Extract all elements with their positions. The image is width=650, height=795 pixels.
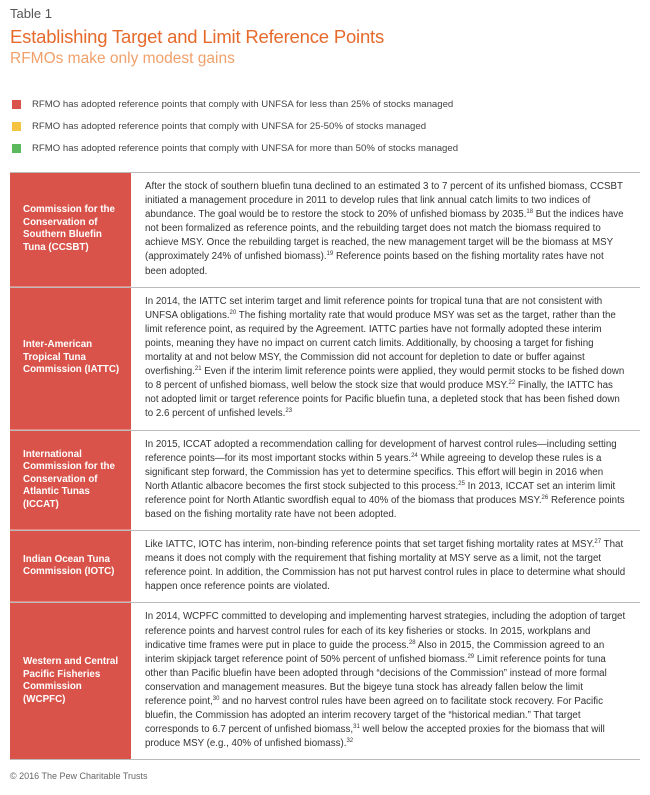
footnote-ref: 31 xyxy=(353,723,360,730)
footnote-ref: 20 xyxy=(229,309,237,316)
rfmo-name-cell xyxy=(10,531,131,602)
legend-item-high xyxy=(12,137,458,159)
table-row-iattc xyxy=(10,287,640,430)
table-row-ccsbt xyxy=(10,172,640,287)
red-swatch-icon xyxy=(12,100,21,109)
footnote-ref: 26 xyxy=(541,494,549,501)
footnote-ref: 18 xyxy=(526,208,534,215)
rfmo-description: In 2014, WCPFC committed to developing and implementing harvest strategies, including the adoption of target reference points and harvest control rules for each of its key fisheries or stocks. In 2015, workplans and indicative time frames were put in place to guide the process.$^{28}$ Also in 2015, the Commission agreed to an interim skipjack target reference point of 50% percent of unfished biomass.$^{29}$ Limit reference points for tuna other than Pacific bluefin have been adopted through “decisions of the Commission” instead of more formal conservation and management measures. But the bigeye tuna stock has already fallen below the limit reference point,$^{30}$ and no harvest control rules have been agreed on to facilitate stock recovery. For Pacific bluefin, the Commission has adopted an interim recovery target of the “historical median.” That target corresponds to 6.7 percent of unfished biomass,$^{31}$ well below the accepted proxies for the biomass that will produce MSY (e.g., 40% of unfished biomass).$^{32}$ xyxy=(145,611,626,750)
legend-label: RFMO has adopted reference points that comply with UNFSA for less than 25% of stocks managed xyxy=(32,98,454,110)
table-title: Establishing Target and Limit Reference Points xyxy=(10,26,385,47)
footnote-ref: 23 xyxy=(285,408,293,415)
footnote-ref: 21 xyxy=(194,365,202,372)
rfmo-name: Inter-American Tropical Tuna Commission (IATTC) xyxy=(23,339,120,376)
rfmo-description: In 2015, ICCAT adopted a recommendation calling for development of harvest control rules—including setting reference points—for its most important stocks within 5 years.$^{24}$ While agreeing to develop these rules is a significant step forward, the Commission has yet to determine specifics. This effort will begin in 2016 when North Atlantic albacore becomes the first stock subjected to this process.$^{25}$ In 2013, ICCAT set an interim limit reference point for North Atlantic swordfish equal to 40% of the biomass that produces MSY.$^{26}$ Reference points based on the fishing mortality rate have not been adopted. xyxy=(145,438,625,520)
footnote-ref: 32 xyxy=(346,738,354,745)
footnote-ref: 29 xyxy=(467,653,475,660)
rfmo-name-cell xyxy=(10,173,131,287)
copyright-footer: © 2016 The Pew Charitable Trusts xyxy=(10,771,148,781)
legend xyxy=(12,93,458,159)
rfmo-name-cell xyxy=(10,288,131,430)
table-subtitle: RFMOs make only modest gains xyxy=(10,50,235,67)
footnote-ref: 28 xyxy=(408,639,416,646)
footnote-ref: 27 xyxy=(594,538,602,545)
legend-item-low xyxy=(12,93,458,115)
footnote-ref: 22 xyxy=(508,379,516,386)
green-swatch-icon xyxy=(12,144,21,153)
yellow-swatch-icon xyxy=(12,122,21,131)
legend-item-mid xyxy=(12,115,458,137)
legend-label: RFMO has adopted reference points that comply with UNFSA for more than 50% of stocks managed xyxy=(32,142,459,154)
table-row-iccat xyxy=(10,430,640,531)
rfmo-name: Western and Central Pacific Fisheries Commission (WCPFC) xyxy=(23,656,119,705)
rfmo-description: In 2014, the IATTC set interim target and limit reference points for tropical tuna that are not consistent with UNFSA obligations.$^{20}$ The fishing mortality rate that would produce MSY was set as the target, rather than the limit reference point, as required by the Agreement. IATTC parties have not formally adopted these interim points, meaning they have no impact on current catch limits. Additionally, by choosing a target for fishing mortality at and not below MSY, the Commission did not account for depletion to date or buffer against overfishing.$^{21}$ Even if the interim limit reference points were applied, they would permit stocks to be fished down to 8 percent of unfished biomass, well below the stock size that would produce MSY.$^{22}$ Finally, the IATTC has not adopted limit or target reference points for Pacific bluefin tuna, a depleted stock that has been fished down to 2.6 percent of unfished levels.$^{23}$ xyxy=(145,295,625,420)
table-row-iotc xyxy=(10,530,640,602)
rfmo-name-cell xyxy=(10,603,131,759)
rfmo-name: Commission for the Conservation of Southern Bluefin Tuna (CCSBT) xyxy=(23,204,115,253)
table-row-wcpfc xyxy=(10,602,640,760)
rfmo-table xyxy=(10,172,640,760)
rfmo-name: International Commission for the Conservation of Atlantic Tunas (ICCAT) xyxy=(23,448,115,510)
footnote-ref: 19 xyxy=(326,251,334,258)
footnote-ref: 25 xyxy=(458,480,465,487)
rfmo-name-cell xyxy=(10,431,131,531)
footnote-ref: 30 xyxy=(212,695,220,702)
header xyxy=(10,6,384,69)
rfmo-description: Like IATTC, IOTC has interim, non-binding reference points that set target fishing mortality rates at MSY.$^{27}$ That means it does not comply with the requirement that fishing mortality at MSY serve as a limit, not the target reference point. In addition, the Commission has not put harvest control rules in place to determine what should happen once reference points are violated. xyxy=(145,538,626,593)
rfmo-description: After the stock of southern bluefin tuna declined to an estimated 3 to 7 percent of its unfished biomass, CCSBT initiated a management procedure in 2011 to develop rules that link annual catch limits to two indices of abundance. The goal would be to restore the stock to 20% of unfished biomass by 2035.18 But the indices have not been formalized as reference points, and the rebuilding target does not match the biomass required to achieve MSY. Once the rebuilding target is reached, the new management target will be the biomass at MSY (approximately 24% of unfished biomass).$^{19}$ Reference points based on the fishing mortality rates have not been adopted. xyxy=(145,181,624,277)
legend-label: RFMO has adopted reference points that comply with UNFSA for 25-50% of stocks managed xyxy=(32,120,427,132)
rfmo-name: Indian Ocean Tuna Commission (IOTC) xyxy=(23,553,115,578)
footnote-ref: 24 xyxy=(411,452,418,459)
table-number: Table 1 xyxy=(10,6,52,21)
